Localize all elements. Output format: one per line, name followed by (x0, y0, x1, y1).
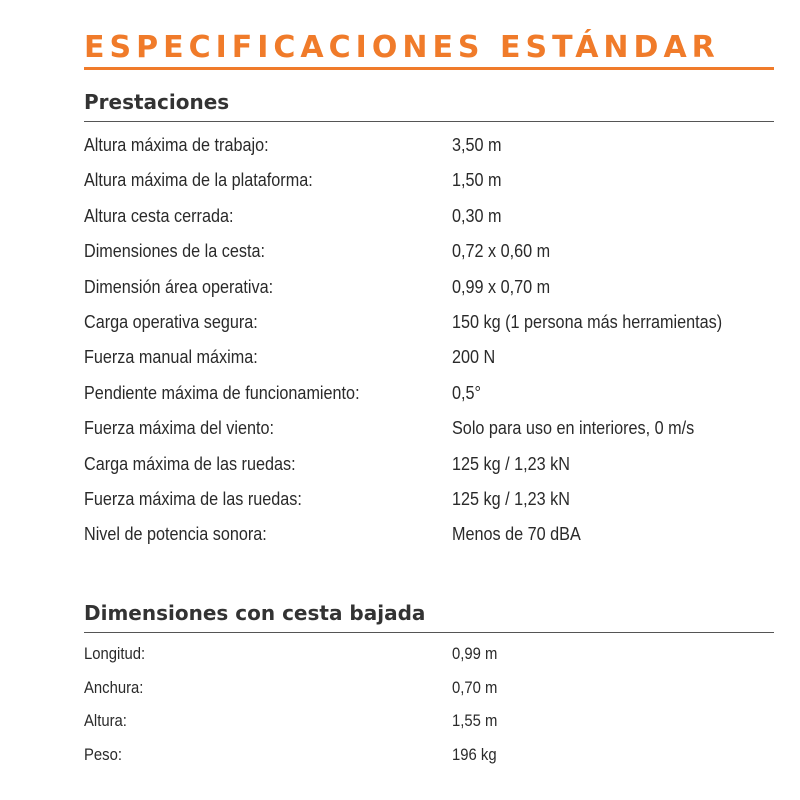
spec-value: 150 kg (1 persona más herramientas) (452, 311, 723, 332)
title-divider (84, 67, 774, 70)
spec-row (84, 270, 774, 305)
spec-row (84, 199, 774, 234)
spec-value: 1,55 m (452, 712, 498, 730)
section-title-prestaciones: Prestaciones (84, 90, 230, 114)
spec-row (84, 128, 774, 163)
spec-label: Anchura: (84, 678, 144, 697)
spec-value: 125 kg / 1,23 kN (452, 453, 570, 474)
spec-label: Dimensiones de la cesta: (84, 241, 265, 262)
spec-row (84, 163, 774, 198)
spec-row (84, 376, 774, 411)
spec-label: Fuerza manual máxima: (84, 347, 258, 368)
spec-row (84, 340, 774, 375)
spec-label: Peso: (84, 745, 122, 764)
spec-label: Dimensión área operativa: (84, 276, 274, 297)
spec-row (84, 672, 774, 706)
spec-label: Nivel de potencia sonora: (84, 524, 267, 545)
spec-label: Altura cesta cerrada: (84, 205, 234, 226)
spec-value: 196 kg (452, 745, 497, 764)
spec-value: 1,50 m (452, 170, 502, 191)
spec-label: Carga operativa segura: (84, 311, 258, 332)
spec-label: Fuerza máxima del viento: (84, 418, 274, 439)
spec-value: 200 N (452, 347, 496, 368)
spec-label: Longitud: (84, 645, 146, 663)
spec-label: Pendiente máxima de funcionamiento: (84, 382, 360, 403)
spec-row (84, 411, 774, 446)
section-title-dimensiones: Dimensiones con cesta bajada (84, 601, 426, 625)
spec-value: 0,99 x 0,70 m (452, 276, 551, 297)
spec-row (84, 517, 774, 552)
spec-label: Carga máxima de las ruedas: (84, 453, 296, 474)
spec-value: 0,30 m (452, 205, 502, 226)
spec-list-dimensiones (84, 638, 774, 772)
spec-row (84, 739, 774, 773)
spec-value: 0,99 m (452, 645, 498, 663)
spec-row (84, 705, 774, 739)
spec-list-prestaciones (84, 128, 774, 553)
spec-row (84, 482, 774, 517)
spec-row (84, 234, 774, 269)
spec-value: 3,50 m (452, 135, 502, 155)
spec-value: 0,70 m (452, 678, 498, 697)
spec-label: Altura máxima de trabajo: (84, 135, 269, 155)
spec-value: 0,5° (452, 382, 482, 403)
page-title: ESPECIFICACIONES ESTÁNDAR (84, 30, 720, 65)
spec-row (84, 447, 774, 482)
spec-value: Solo para uso en interiores, 0 m/s (452, 418, 695, 439)
spec-label: Fuerza máxima de las ruedas: (84, 488, 302, 509)
section-divider (84, 121, 774, 122)
spec-label: Altura: (84, 712, 127, 730)
section-divider (84, 632, 774, 633)
spec-value: 125 kg / 1,23 kN (452, 488, 570, 509)
spec-label: Altura máxima de la plataforma: (84, 170, 313, 191)
spec-row (84, 305, 774, 340)
spec-row (84, 638, 774, 672)
spec-value: 0,72 x 0,60 m (452, 241, 551, 262)
spec-value: Menos de 70 dBA (452, 524, 581, 545)
